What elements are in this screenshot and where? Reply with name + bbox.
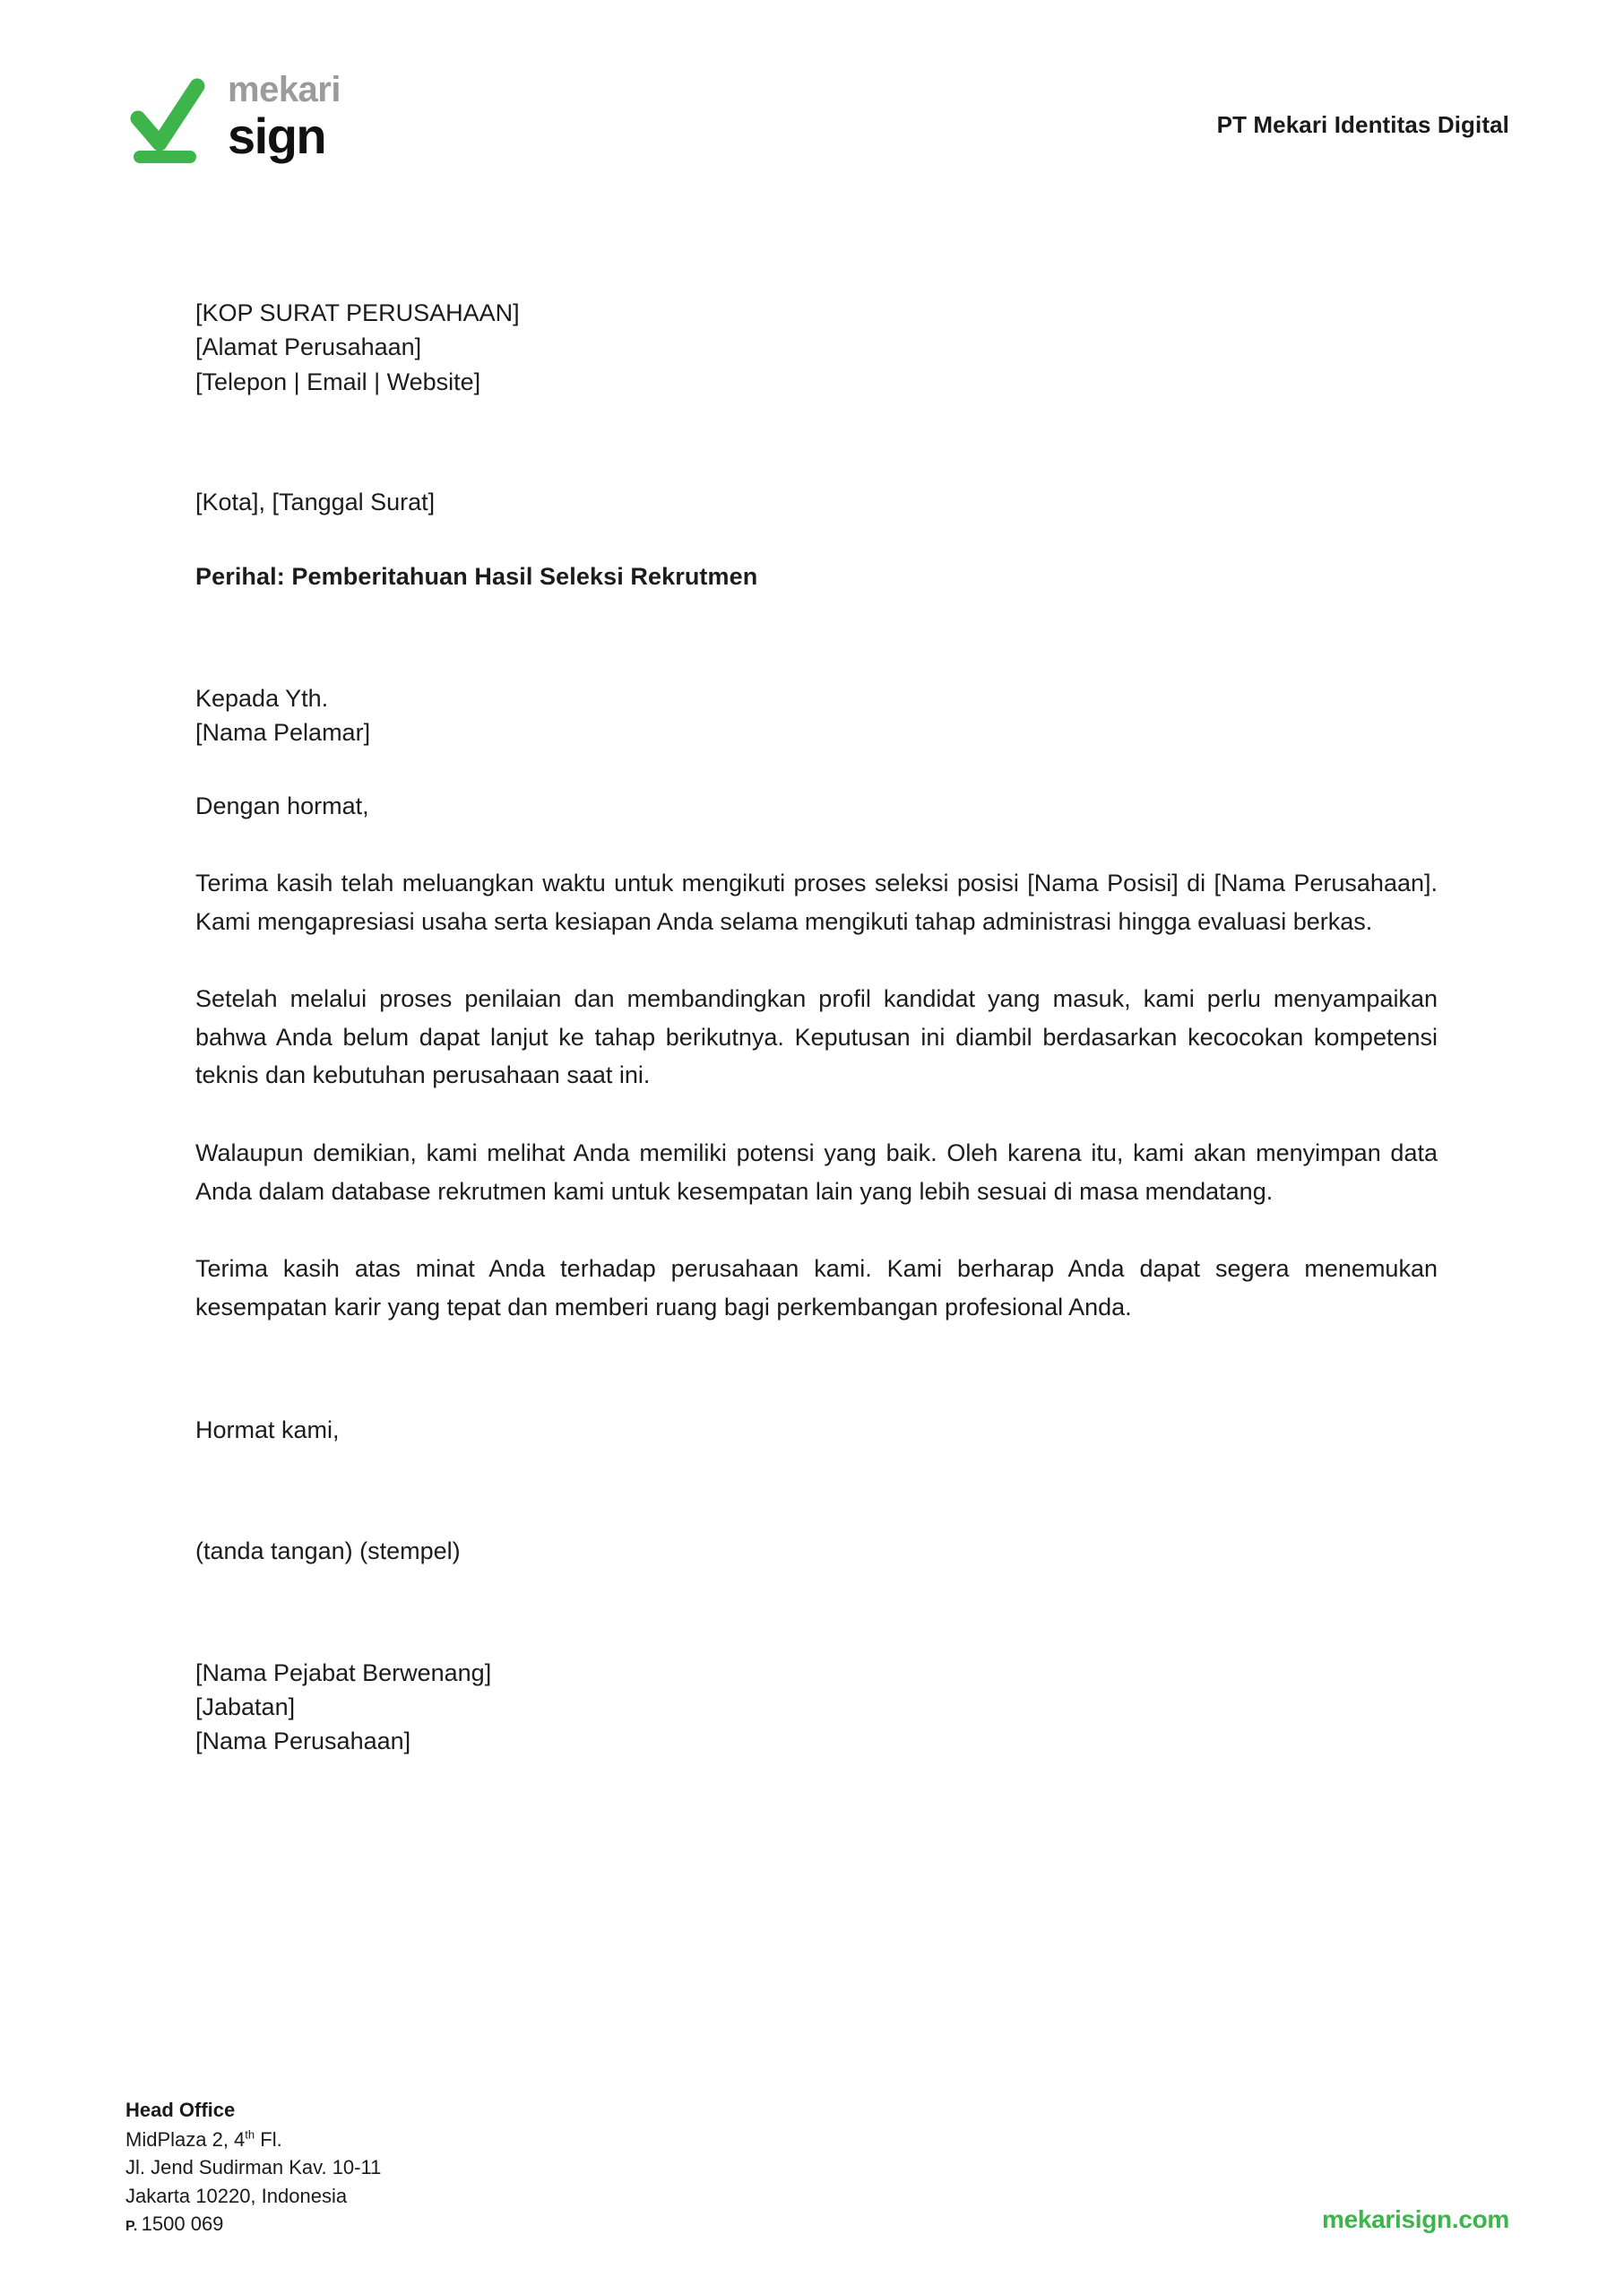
paragraph-4: Terima kasih atas minat Anda terhadap perusahaan kami. Kami berharap Anda dapat segera menemukan kesempatan karir yang tepat dan memberi ruang bagi perkembangan profesional Anda. [195,1255,1438,1321]
recipient-block [195,681,1438,750]
paragraph-1: Terima kasih telah meluangkan waktu untuk mengikuti proses seleksi posisi [Nama Posisi] di [Nama Perusahaan]. Kami mengapresiasi usaha serta kesiapan Anda selama mengikuti tahap administrasi hingga evaluasi berkas. [195,869,1438,935]
spacer [195,1448,1438,1534]
recipient-salutation: Kepada Yth. [195,684,329,712]
footer-address-line-3: Jakarta 10220, Indonesia [125,2184,348,2207]
closing: Hormat kami, [195,1416,340,1443]
ordinal-suffix: th [245,2127,255,2142]
recipient-name: [Nama Pelamar] [195,719,371,747]
spacer [195,825,1438,864]
footer-office-title: Head Office [125,2098,236,2121]
paragraph-2: Setelah melalui proses penilaian dan membandingkan profil kandidat yang masuk, kami perlu menyampaikan bahwa Anda belum dapat lanjut ke tahap berikutnya. Keputusan ini diambil berdasarkan kecocokan kompetensi teknis dan kebutuhan perusahaan saat ini. [195,985,1438,1089]
letterhead-line-company: [KOP SURAT PERUSAHAAN] [195,299,520,326]
footer-address-line-1 [125,2126,381,2153]
brand-wordmark [228,70,341,164]
letter-body [195,296,1438,1759]
spacer [195,1210,1438,1250]
brand-word-sign: sign [228,108,326,164]
spacer [195,1570,1438,1656]
signer-name: [Nama Pejabat Berwenang] [195,1658,492,1686]
footer-address-building: MidPlaza 2, 4 [125,2128,246,2152]
letterhead-line-address: [Alamat Perusahaan] [195,333,422,361]
signer-block [195,1656,1438,1759]
signature-placeholder: (tanda tangan) (stempel) [195,1537,461,1565]
letter-subject: Perihal: Pemberitahuan Hasil Seleksi Rekrutmen [195,563,758,591]
page-footer [125,2096,1509,2238]
spacer [195,940,1438,980]
letterhead-block [195,296,1438,399]
footer-website[interactable]: mekarisign.com [1322,2205,1509,2233]
spacer [195,1327,1438,1413]
spacer [195,749,1438,789]
spacer [195,399,1438,485]
place-and-date: [Kota], [Tanggal Surat] [195,488,436,515]
spacer [195,595,1438,681]
salutation: Dengan hormat, [195,792,369,820]
spacer [195,1095,1438,1134]
signer-company: [Nama Perusahaan] [195,1728,411,1755]
letterhead-line-contact: [Telepon | Email | Website] [195,368,481,395]
footer-phone [125,2210,381,2238]
spacer [195,520,1438,559]
footer-address-floor: Fl. [255,2128,282,2152]
signer-position: [Jabatan] [195,1693,296,1720]
page-header [125,54,1509,179]
footer-address-line-2: Jl. Jend Sudirman Kav. 10-11 [125,2156,382,2179]
footer-address-block [125,2096,381,2238]
phone-number: 1500 069 [141,2212,224,2235]
company-name: PT Mekari Identitas Digital [1216,110,1509,138]
mekari-sign-logo [125,68,341,165]
paragraph-3: Walaupun demikian, kami melihat Anda memiliki potensi yang baik. Oleh karena itu, kami akan menyimpan data Anda dalam database rekrutmen kami untuk kesempatan lain yang lebih sesuai di masa mendatang. [195,1139,1438,1205]
brand-word-mekari: mekari [228,70,341,109]
phone-label: P. [125,2218,138,2234]
check-icon [125,68,208,165]
